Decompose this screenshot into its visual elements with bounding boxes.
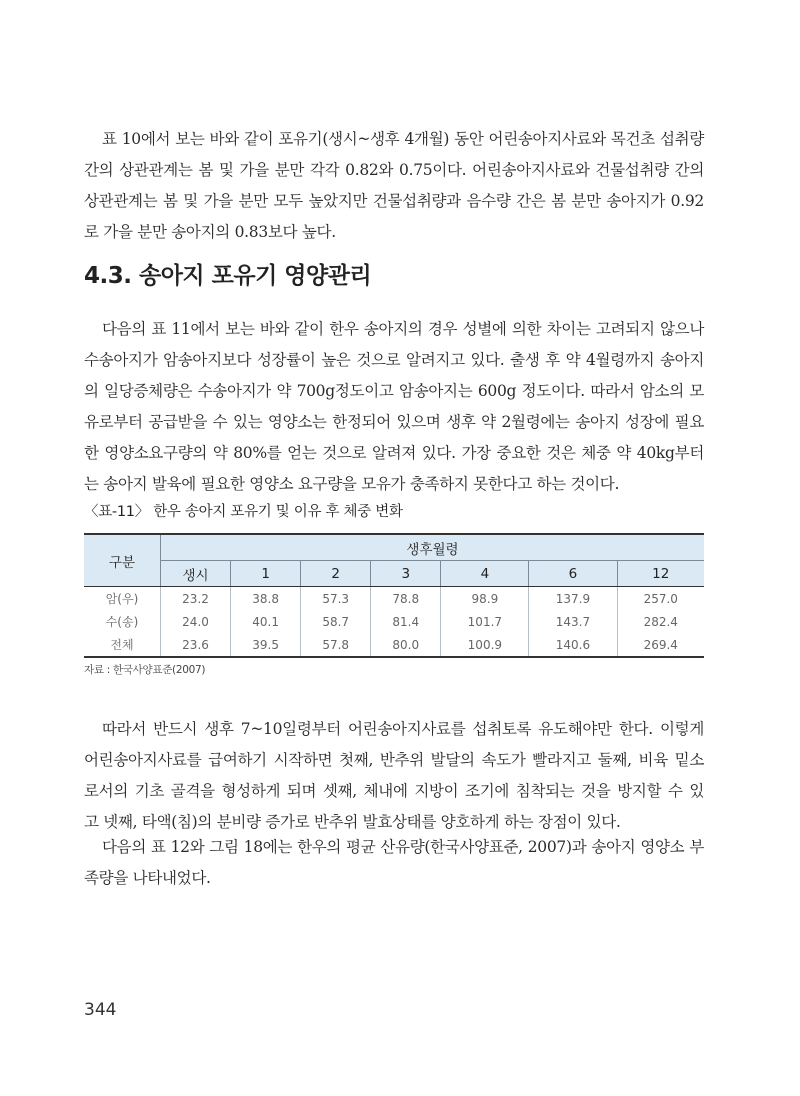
text-line: 로서의 기초 골격을 형성하게 되며 셋째, 체내에 지방이 조기에 침착되는 것을 방지할 수 있	[84, 782, 704, 800]
table-cell: 257.0	[617, 587, 704, 611]
text-line: 간의 상관관계는 봄 및 가을 분만 각각 0.82와 0.75이다. 어린송아지사료와 건물섭취량 간의	[84, 161, 704, 179]
table-cell: 137.9	[529, 587, 617, 611]
weight-table	[84, 533, 704, 658]
table-cell: 24.0	[161, 610, 231, 633]
column-header: 2	[301, 561, 371, 587]
text-line: 유로부터 공급받을 수 있는 영양소는 한정되어 있으며 생후 약 2월령에는 송아지 성장에 필요	[84, 413, 704, 431]
text-line: 따라서 반드시 생후 7~10일령부터 어린송아지사료를 섭취토록 유도해야만 한다. 이렇게	[102, 720, 704, 738]
table-cell: 140.6	[529, 633, 617, 657]
table-cell: 101.7	[441, 610, 529, 633]
table-cell: 57.3	[301, 587, 371, 611]
text-line: 수송아지가 암송아지보다 성장률이 높은 것으로 알려지고 있다. 출생 후 약 4월령까지 송아지	[84, 351, 704, 369]
table-cell: 100.9	[441, 633, 529, 657]
text-line: 표 10에서 보는 바와 같이 포유기(생시~생후 4개월) 동안 어린송아지사료와 목건초 섭취량	[102, 130, 704, 148]
column-header: 생시	[161, 561, 231, 587]
table-cell: 39.5	[231, 633, 301, 657]
text-line: 의 일당증체량은 수송아지가 약 700g정도이고 암송아지는 600g 정도이다. 따라서 암소의 모	[84, 382, 704, 400]
table-cell: 143.7	[529, 610, 617, 633]
table-cell: 38.8	[231, 587, 301, 611]
table-cell: 58.7	[301, 610, 371, 633]
text-line: 다음의 표 12와 그림 18에는 한우의 평균 산유량(한국사양표준, 2007)과 송아지 영양소 부	[102, 838, 704, 856]
text-line: 어린송아지사료를 급여하기 시작하면 첫째, 반추위 발달의 속도가 빨라지고 둘째, 비육 밑소	[84, 751, 704, 769]
page-number: 344	[84, 1000, 117, 1020]
row-label: 암(우)	[105, 592, 139, 606]
table-row	[84, 610, 704, 633]
table-cell: 98.9	[441, 587, 529, 611]
column-header: 12	[617, 561, 704, 587]
table-cell: 78.8	[371, 587, 441, 611]
paragraph-1	[84, 124, 704, 248]
row-label: 수(송)	[105, 615, 139, 629]
text-line: 다음의 표 11에서 보는 바와 같이 한우 송아지의 경우 성별에 의한 차이는 고려되지 않으나	[102, 320, 704, 338]
table-header-row	[84, 534, 704, 561]
column-header: 1	[231, 561, 301, 587]
text-line: 족량을 나타내었다.	[84, 869, 211, 887]
column-header: 6	[529, 561, 617, 587]
column-header: 3	[371, 561, 441, 587]
section-heading: 4.3. 송아지 포유기 영양관리	[84, 263, 372, 289]
column-header: 4	[441, 561, 529, 587]
row-label: 전체	[84, 633, 161, 657]
table-cell: 23.2	[161, 587, 231, 611]
table-subheader-row	[84, 561, 704, 587]
table-cell: 80.0	[371, 633, 441, 657]
text-line: 한 영양소요구량의 약 80%를 얻는 것으로 알려져 있다. 가장 중요한 것은 체중 약 40kg부터	[84, 444, 704, 462]
paragraph-3	[84, 714, 704, 838]
table-source: 자료 : 한국사양표준(2007)	[84, 664, 206, 676]
text-line: 는 송아지 발육에 필요한 영양소 요구량을 모유가 충족하지 못한다고 하는 것이다.	[84, 475, 620, 493]
table-caption: 〈표-11〉 한우 송아지 포유기 및 이유 후 체중 변화	[84, 504, 403, 520]
table-row	[84, 587, 704, 611]
table-cell: 23.6	[161, 633, 231, 657]
table-cell: 40.1	[231, 610, 301, 633]
table-cell: 282.4	[617, 610, 704, 633]
table-cell: 57.8	[301, 633, 371, 657]
table-cell: 81.4	[371, 610, 441, 633]
text-line: 상관관계는 봄 및 가을 분만 모두 높았지만 건물섭취량과 음수량 간은 봄 분만 송아지가 0.92	[84, 192, 704, 210]
row-header-cell: 구분	[84, 534, 161, 587]
paragraph-4	[84, 832, 704, 894]
text-line: 로 가을 분만 송아지의 0.83보다 높다.	[84, 223, 336, 241]
group-header-cell: 생후월령	[161, 534, 705, 561]
paragraph-2	[84, 314, 704, 500]
table-cell: 269.4	[617, 633, 704, 657]
table-row	[84, 633, 704, 657]
text-line: 고 넷째, 타액(침)의 분비량 증가로 반추위 발효상태를 양호하게 하는 장점이 있다.	[84, 813, 621, 831]
